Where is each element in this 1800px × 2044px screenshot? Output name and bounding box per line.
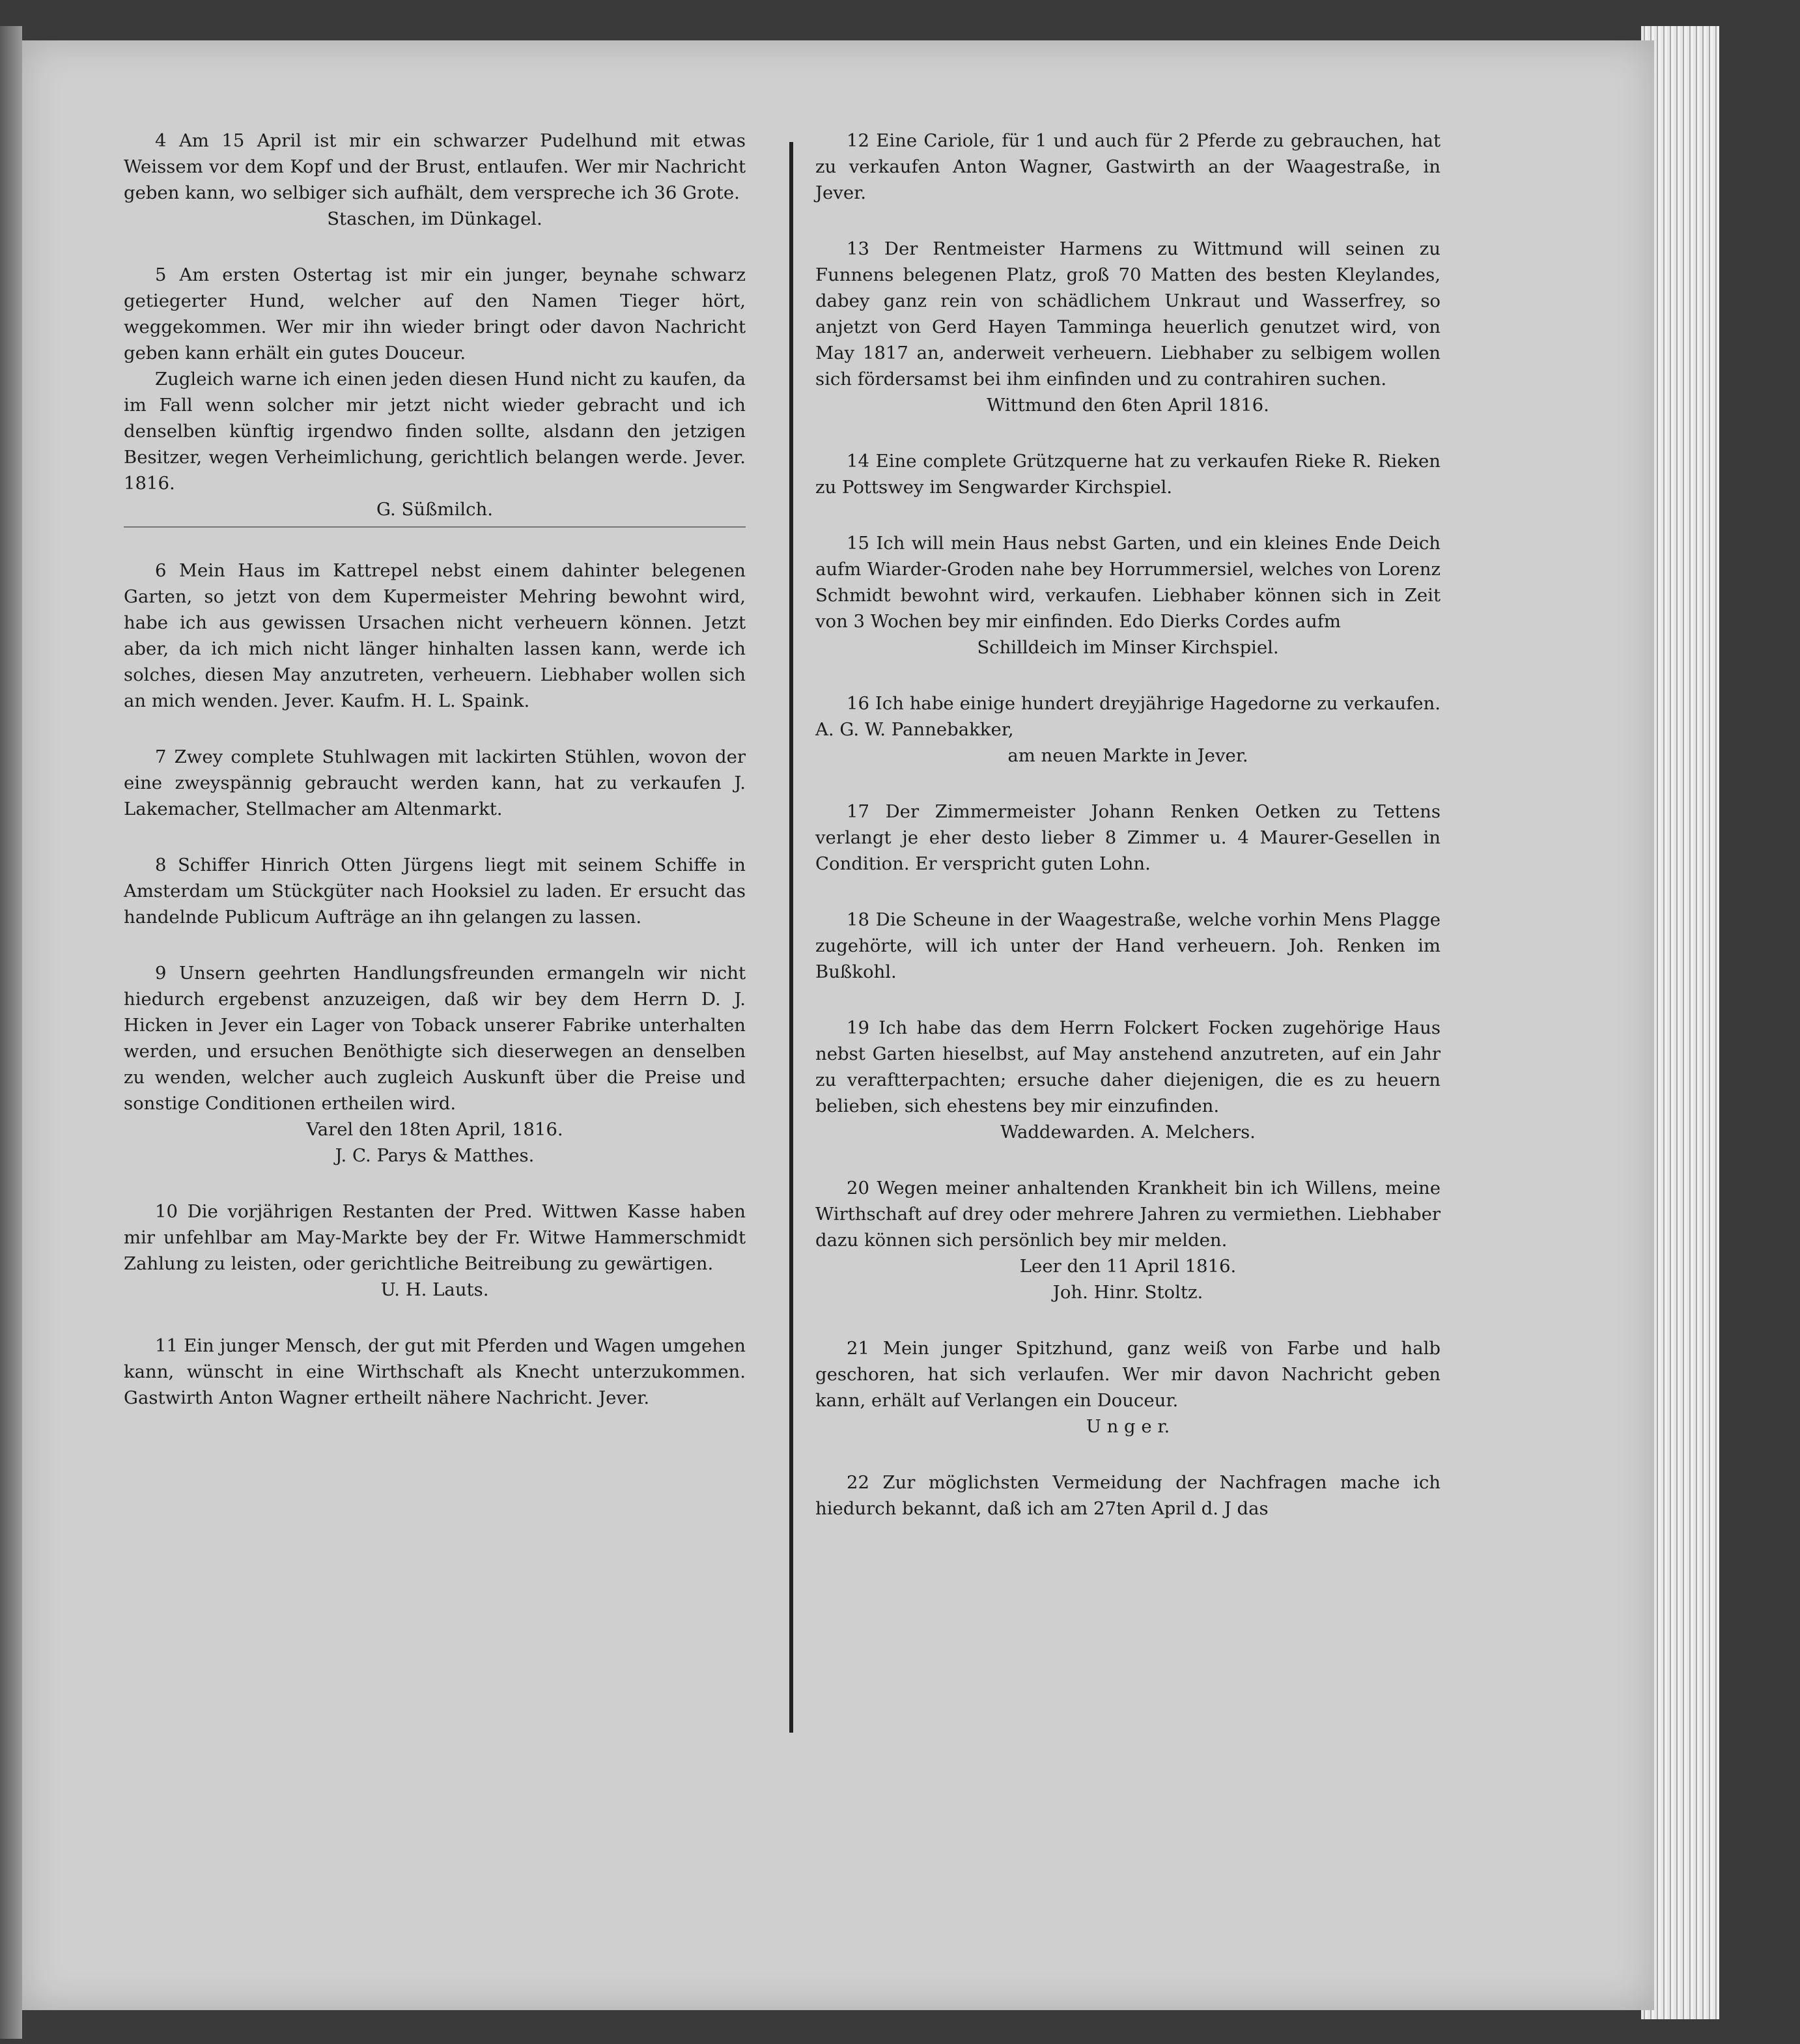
advertisement-entry xyxy=(815,236,1441,418)
entry-paragraph: 22 Zur möglichsten Vermeidung der Nachfragen mache ich hiedurch bekannt, daß ich am 27ten April d. J das xyxy=(815,1472,1441,1519)
left-column xyxy=(124,128,746,1441)
advertisement-entry xyxy=(124,852,746,930)
entry-signature: U. H. Lauts. xyxy=(380,1279,489,1300)
entry-paragraph: 18 Die Scheune in der Waagestraße, welche vorhin Mens Plagge zugehörte, will ich unter der Hand verheuern. Joh. Renken im Bußkohl. xyxy=(815,909,1441,982)
advertisement-entry xyxy=(124,960,746,1169)
entry-signature-secondary: J. C. Parys & Matthes. xyxy=(335,1145,535,1166)
entry-paragraph: Zugleich warne ich einen jeden diesen Hund nicht zu kaufen, da im Fall wenn solcher mir jetzt nicht wieder gebracht und ich denselben künftig irgendwo finden sollte, alsdann den jetzigen Besitzer, wegen Verheimlichung, gerichtlich belangen werde. Jever. 1816. xyxy=(124,369,746,494)
entry-paragraph: 15 Ich will mein Haus nebst Garten, und ein kleines Ende Deich aufm Wiarder-Groden nahe bey Horrummersiel, welches von Lorenz Schmidt bewohnt wird, verkaufen. Liebhaber können sich in Zeit von 3 Wochen bey mir einfinden. Edo Dierks Cordes aufm xyxy=(815,533,1441,632)
advertisement-entry xyxy=(124,558,746,714)
column-divider xyxy=(789,142,793,1733)
entry-signature: am neuen Markte in Jever. xyxy=(1007,745,1248,766)
entry-paragraph: 16 Ich habe einige hundert dreyjährige Hagedorne zu verkaufen. A. G. W. Pannebakker, xyxy=(815,693,1441,740)
entry-paragraph: 19 Ich habe das dem Herrn Folckert Focken zugehörige Haus nebst Garten hieselbst, auf May anstehend anzutreten, auf ein Jahr zu veraftterpachten; ersuche daher diejenigen, die es zu heuern belieben, sich ehestens bey mir einzufinden. xyxy=(815,1017,1441,1116)
entry-paragraph: 8 Schiffer Hinrich Otten Jürgens liegt mit seinem Schiffe in Amsterdam um Stückgüter nach Hooksiel zu laden. Er ersucht das handelnde Publicum Aufträge an ihn gelangen zu lassen. xyxy=(124,855,746,928)
entry-paragraph: 20 Wegen meiner anhaltenden Krankheit bin ich Willens, meine Wirthschaft auf drey oder mehrere Jahren zu vermiethen. Liebhaber dazu können sich persönlich bey mir melden. xyxy=(815,1178,1441,1251)
entry-paragraph: 21 Mein junger Spitzhund, ganz weiß von Farbe und halb geschoren, hat sich verlaufen. Wer mir davon Nachricht geben kann, erhält auf Verlangen ein Douceur. xyxy=(815,1338,1441,1411)
entry-signature: Schilldeich im Minser Kirchspiel. xyxy=(977,637,1279,658)
entry-paragraph: 9 Unsern geehrten Handlungsfreunden ermangeln wir nicht hiedurch ergebenst anzuzeigen, daß wir bey dem Herrn D. J. Hicken in Jever ein Lager von Toback unserer Fabrike unterhalten werden, und ersuchen Benöthigte sich dieserwegen an denselben zu wenden, welcher auch zugleich Auskunft über die Preise und sonstige Conditionen ertheilen wird. xyxy=(124,963,746,1114)
entry-paragraph: 5 Am ersten Ostertag ist mir ein junger, beynahe schwarz getiegerter Hund, welcher auf den Namen Tieger hört, weggekommen. Wer mir ihn wieder bringt oder davon Nachricht geben kann erhält ein gutes Douceur. xyxy=(124,264,746,363)
book-spine xyxy=(0,26,22,2039)
advertisement-entry xyxy=(815,799,1441,877)
entry-paragraph: 7 Zwey complete Stuhlwagen mit lackirten Stühlen, wovon der eine zweyspännig gebraucht werden kann, hat zu verkaufen J. Lakemacher, Stellmacher am Altenmarkt. xyxy=(124,746,746,819)
advertisement-entry xyxy=(815,1335,1441,1440)
entry-paragraph: 10 Die vorjährigen Restanten der Pred. Wittwen Kasse haben mir unfehlbar am May-Markte bey der Fr. Witwe Hammerschmidt Zahlung zu leisten, oder gerichtliche Beitreibung zu gewärtigen. xyxy=(124,1201,746,1274)
entry-signature: Staschen, im Dünkagel. xyxy=(327,208,542,229)
advertisement-entry xyxy=(124,262,746,528)
advertisement-entry xyxy=(124,1199,746,1303)
advertisement-entry xyxy=(124,744,746,822)
entry-signature: Wittmund den 6ten April 1816. xyxy=(987,395,1269,416)
advertisement-entry xyxy=(815,1175,1441,1305)
advertisement-entry xyxy=(815,128,1441,206)
entry-paragraph: 14 Eine complete Grützquerne hat zu verkaufen Rieke R. Rieken zu Pottswey im Sengwarder Kirchspiel. xyxy=(815,451,1441,498)
entry-signature: G. Süßmilch. xyxy=(376,499,493,520)
entry-paragraph: 4 Am 15 April ist mir ein schwarzer Pudelhund mit etwas Weissem vor dem Kopf und der Brust, entlaufen. Wer mir Nachricht geben kann, wo selbiger sich aufhält, dem verspreche ich 36 Grote. xyxy=(124,130,746,203)
right-column xyxy=(815,128,1441,1552)
entry-signature: Varel den 18ten April, 1816. xyxy=(306,1119,563,1140)
separator-rule xyxy=(124,526,746,528)
entry-signature: Waddewarden. A. Melchers. xyxy=(1000,1122,1256,1143)
entry-signature: U n g e r. xyxy=(1086,1416,1170,1437)
entry-paragraph: 6 Mein Haus im Kattrepel nebst einem dahinter belegenen Garten, so jetzt von dem Kupermeister Mehring bewohnt wird, habe ich aus gewissen Ursachen nicht verheuern können. Jetzt aber, da ich mich nicht länger hinhalten lassen kann, werde ich solches, diesen May anzutreten, verheuern. Liebhaber wollen sich an mich wenden. Jever. Kaufm. H. L. Spaink. xyxy=(124,560,746,711)
advertisement-entry xyxy=(815,1469,1441,1522)
entry-signature: Leer den 11 April 1816. xyxy=(1019,1256,1237,1277)
advertisement-entry xyxy=(124,1333,746,1411)
entry-signature-secondary: Joh. Hinr. Stoltz. xyxy=(1052,1282,1203,1303)
advertisement-entry xyxy=(815,907,1441,985)
entry-paragraph: 11 Ein junger Mensch, der gut mit Pferden und Wagen umgehen kann, wünscht in eine Wirthschaft als Knecht unterzukommen. Gastwirth Anton Wagner ertheilt nähere Nachricht. Jever. xyxy=(124,1335,746,1408)
advertisement-entry xyxy=(815,530,1441,660)
entry-paragraph: 17 Der Zimmermeister Johann Renken Oetken zu Tettens verlangt je eher desto lieber 8 Zimmer u. 4 Maurer-Gesellen in Condition. Er verspricht guten Lohn. xyxy=(815,801,1441,874)
advertisement-entry xyxy=(124,128,746,232)
advertisement-entry xyxy=(815,690,1441,769)
advertisement-entry xyxy=(815,448,1441,500)
advertisement-entry xyxy=(815,1015,1441,1145)
entry-paragraph: 12 Eine Cariole, für 1 und auch für 2 Pferde zu gebrauchen, hat zu verkaufen Anton Wagner, Gastwirth an der Waagestraße, in Jever. xyxy=(815,130,1441,203)
entry-paragraph: 13 Der Rentmeister Harmens zu Wittmund will seinen zu Funnens belegenen Platz, groß 70 Matten des besten Kleylandes, dabey ganz rein von schädlichem Unkraut und Wasserfrey, so anjetzt von Gerd Hayen Tamminga heuerlich genutzet wird, von May 1817 an, anderweit verheuern. Liebhaber zu selbigem wollen sich fördersamst bei ihm einfinden und zu contrahiren suchen. xyxy=(815,238,1441,390)
